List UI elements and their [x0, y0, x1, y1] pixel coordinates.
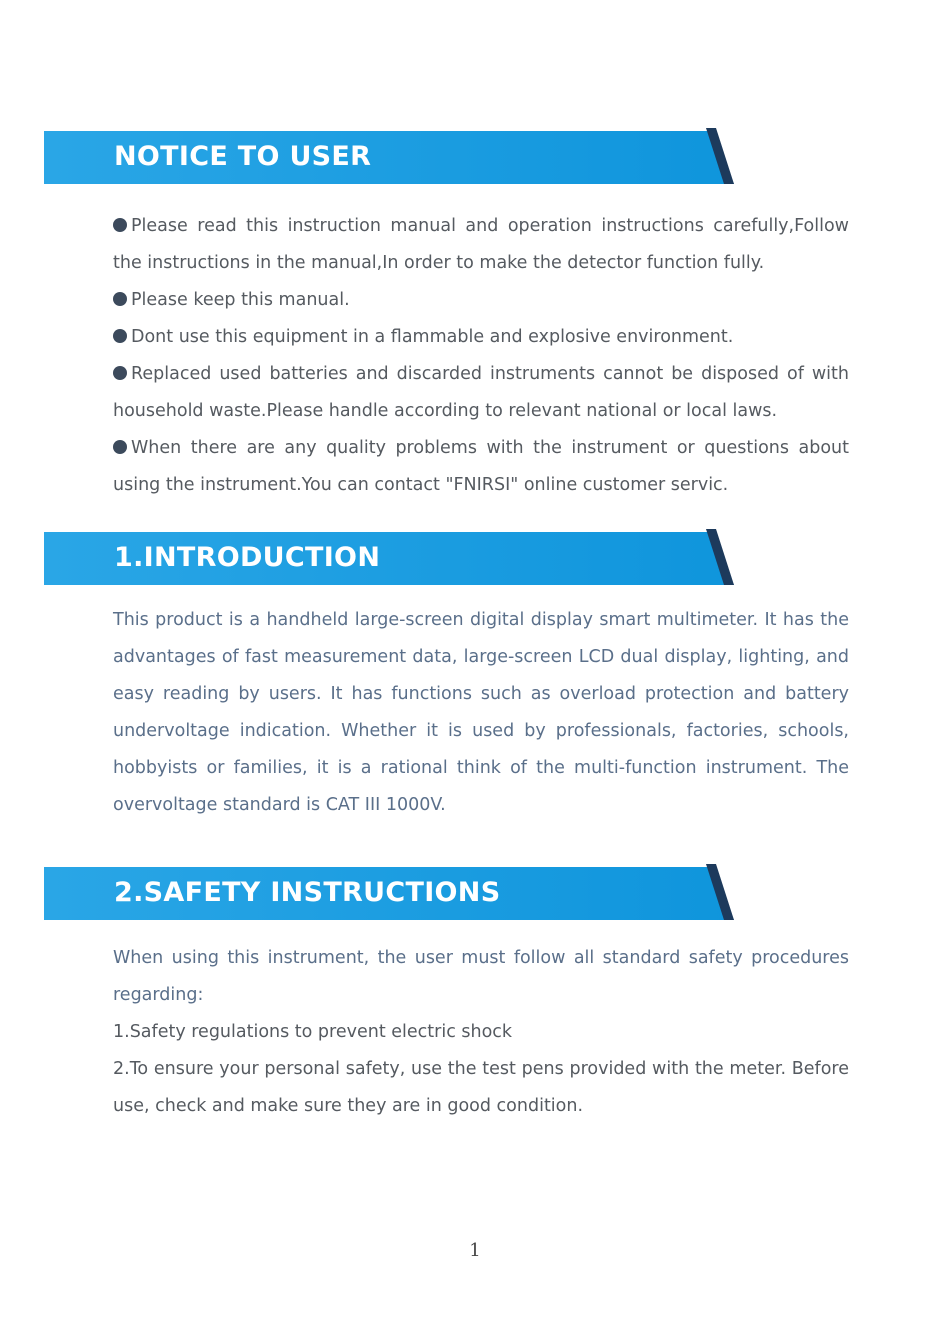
list-item: When there are any quality problems with the instrument or questions about using the instrument.You can contact "FNIRSI" online customer servic.	[113, 438, 849, 495]
section-banner-introduction	[44, 529, 734, 585]
list-item: 1.Safety regulations to prevent electric shock	[113, 1022, 513, 1042]
list-item: 2.To ensure your personal safety, use the test pens provided with the meter. Before use, check and make sure they are in good condition.	[113, 1059, 849, 1116]
introduction-paragraph: This product is a handheld large-screen digital display smart multimeter. It has the advantages of fast measurement data, large-screen LCD dual display, lighting, and easy reading by users. It has functions such as overload protection and battery undervoltage indication. Whether it is used by professionals, factories, schools, hobbyists or families, it is a rational think of the multi-function instrument. The overvoltage standard is CAT III 1000V.	[113, 610, 849, 815]
page-number: 1	[469, 1240, 481, 1261]
section-title: NOTICE TO USER	[114, 141, 372, 172]
section-banner-notice	[44, 128, 734, 184]
section-title: 2.SAFETY INSTRUCTIONS	[114, 877, 501, 908]
bullet-icon	[113, 218, 127, 232]
introduction-body	[113, 602, 849, 824]
list-item: Replaced used batteries and discarded instruments cannot be disposed of with household waste.Please handle according to relevant national or local laws.	[113, 364, 849, 421]
safety-body	[113, 940, 849, 1125]
bullet-icon	[113, 329, 127, 343]
list-item: Please keep this manual.	[113, 282, 849, 319]
list-item: Dont use this equipment in a flammable and explosive environment.	[113, 319, 849, 356]
bullet-icon	[113, 366, 127, 380]
list-item: Please read this instruction manual and operation instructions carefully,Follow the instructions in the manual,In order to make the detector function fully.	[113, 216, 849, 273]
bullet-icon	[113, 292, 127, 306]
bullet-icon	[113, 440, 127, 454]
notice-list	[113, 208, 849, 504]
section-title: 1.INTRODUCTION	[114, 542, 381, 573]
safety-intro: When using this instrument, the user must follow all standard safety procedures regarding:	[113, 948, 849, 1005]
section-banner-safety	[44, 864, 734, 920]
